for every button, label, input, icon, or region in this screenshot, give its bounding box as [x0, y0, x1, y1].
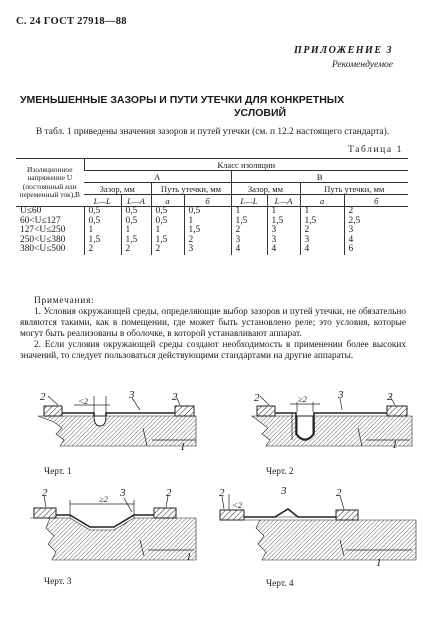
fig4-label-2-left: 2 [219, 487, 225, 499]
subcol-header: б [184, 195, 231, 207]
fig2-caption: Черт. 2 [266, 467, 294, 477]
table-cell: 0,5 [84, 207, 121, 217]
table-cell: 3 [184, 245, 231, 255]
fig4-label-1: 1 [376, 557, 382, 569]
leak-header-b: Путь утечки, мм [300, 183, 408, 195]
table-cell: 2 [84, 245, 121, 255]
subcol-header: L—A [267, 195, 300, 207]
fig1-caption: Черт. 1 [44, 467, 72, 477]
table-cell: 1 [184, 217, 231, 227]
table-cell: 2 [344, 207, 408, 217]
table-cell: 0,5 [121, 207, 151, 217]
table-cell: 0,5 [151, 207, 184, 217]
table-cell: 1,5 [121, 236, 151, 246]
table-caption: Таблица 1 [347, 145, 403, 155]
class-header: Класс изоляции [84, 159, 408, 171]
table-cell: 0,5 [184, 207, 231, 217]
subcol-header: L—A [121, 195, 151, 207]
gap-header-b: Зазор, мм [231, 183, 300, 195]
row-label: U≤60 [20, 206, 42, 216]
notes-heading: Примечания: [34, 296, 95, 306]
table-cell: 2,5 [344, 217, 408, 227]
fig1-label-lt2: <2 [78, 396, 88, 406]
table-cell: 1 [121, 226, 151, 236]
fig2-label-2-right: 2 [387, 391, 393, 403]
table-cell: 3 [267, 236, 300, 246]
table-cell: 2 [151, 245, 184, 255]
table-cell: 1 [231, 207, 267, 217]
table-cell: 1,5 [151, 236, 184, 246]
fig3-caption: Черт. 3 [44, 577, 72, 587]
table-cell: 1 [267, 207, 300, 217]
table-cell: 2 [300, 226, 344, 236]
appendix-status: Рекомендуемое [331, 60, 393, 70]
fig2-label-ge2: ≥2 [298, 394, 307, 404]
section-title-line1: УМЕНЬШЕННЫЕ ЗАЗОРЫ И ПУТИ УТЕЧКИ ДЛЯ КОНКРЕТНЫХ [20, 94, 345, 106]
fig3-label-3: 3 [120, 487, 126, 499]
class-b-header: B [231, 171, 408, 183]
subcol-header: a [300, 195, 344, 207]
section-title-line2: УСЛОВИЙ [234, 107, 287, 119]
subcol-header: L—L [84, 195, 121, 207]
table-cell: 2 [184, 236, 231, 246]
table-cell: 1 [300, 207, 344, 217]
appendix-label: ПРИЛОЖЕНИЕ 3 [294, 45, 393, 56]
fig3-label-2-left: 2 [42, 487, 48, 499]
table-cell: 4 [344, 236, 408, 246]
fig2-label-3: 3 [338, 389, 344, 401]
subcol-header: L—L [231, 195, 267, 207]
table-cell: 1,5 [231, 217, 267, 227]
fig1-label-2-right: 2 [172, 391, 178, 403]
fig4-label-lt2: <2 [232, 500, 242, 510]
fig3-label-ge2: ≥2 [99, 494, 108, 504]
fig3-label-1: 1 [186, 551, 192, 563]
note-item: 2. Если условия окружающей среды создают необходимость в применении более высоких значений, то следует пользоваться действующими стандартами на другие аппараты. [20, 340, 406, 361]
row-header-cell: Изоляционное напряжение U (постоянный или переменный ток),В [16, 159, 84, 207]
fig2-label-1: 1 [392, 439, 398, 451]
subcol-header: б [344, 195, 408, 207]
class-a-header: A [84, 171, 231, 183]
table-cell: 0,5 [121, 217, 151, 227]
fig1-label-3: 3 [129, 389, 135, 401]
fig4-label-2-right: 2 [336, 487, 342, 499]
fig1-label-2-left: 2 [40, 391, 46, 403]
row-label: 380<U≤500 [20, 244, 66, 254]
row-label: 127<U≤250 [20, 225, 66, 235]
fig2-label-2-left: 2 [254, 392, 260, 404]
figure-4 [220, 494, 416, 560]
table-cell: 1,5 [84, 236, 121, 246]
fig4-caption: Черт. 4 [266, 579, 294, 589]
table-cell: 4 [231, 245, 267, 255]
fig4-label-3: 3 [281, 485, 287, 497]
subcol-header: a [151, 195, 184, 207]
table-cell: 1 [84, 226, 121, 236]
fig3-label-2-right: 2 [166, 487, 172, 499]
figure-1 [28, 396, 196, 446]
fig1-label-1: 1 [180, 441, 186, 453]
page-header: С. 24 ГОСТ 27918—88 [16, 16, 127, 27]
table-cell: 2 [121, 245, 151, 255]
intro-paragraph: В табл. 1 приведены значения зазоров и путей утечки (см. п 12.2 настоящего стандарта). [36, 127, 390, 137]
figure-2 [252, 396, 412, 446]
table-cell: 4 [300, 245, 344, 255]
table-cell: 3 [344, 226, 408, 236]
gap-header-a: Зазор, мм [84, 183, 151, 195]
table-cell: 3 [231, 236, 267, 246]
table-cell: 1,5 [300, 217, 344, 227]
table-cell: 2 [231, 226, 267, 236]
row-label: 250<U≤380 [20, 234, 66, 245]
table-cell: 1,5 [184, 226, 231, 236]
table-cell: 3 [267, 226, 300, 236]
table-cell: 4 [267, 245, 300, 255]
figure-3 [30, 496, 196, 560]
row-label: 60<U≤127 [20, 215, 61, 226]
table-cell: 0,5 [84, 217, 121, 227]
leak-header-a: Путь утечки, мм [151, 183, 231, 195]
table-cell: 0,5 [151, 217, 184, 227]
note-item: 1. Условия окружающей среды, определяющие выбор зазоров и путей утечки, не обязательно являются такими, как в помещении, где может быть установлено реле; это условия, которые могут быть реализованы в оболочке, в которой устанавливают аппарат. [20, 307, 406, 339]
table-cell: 1 [151, 226, 184, 236]
table-cell: 1,5 [267, 217, 300, 227]
table-cell: 3 [300, 236, 344, 246]
table-cell: 6 [344, 245, 408, 255]
